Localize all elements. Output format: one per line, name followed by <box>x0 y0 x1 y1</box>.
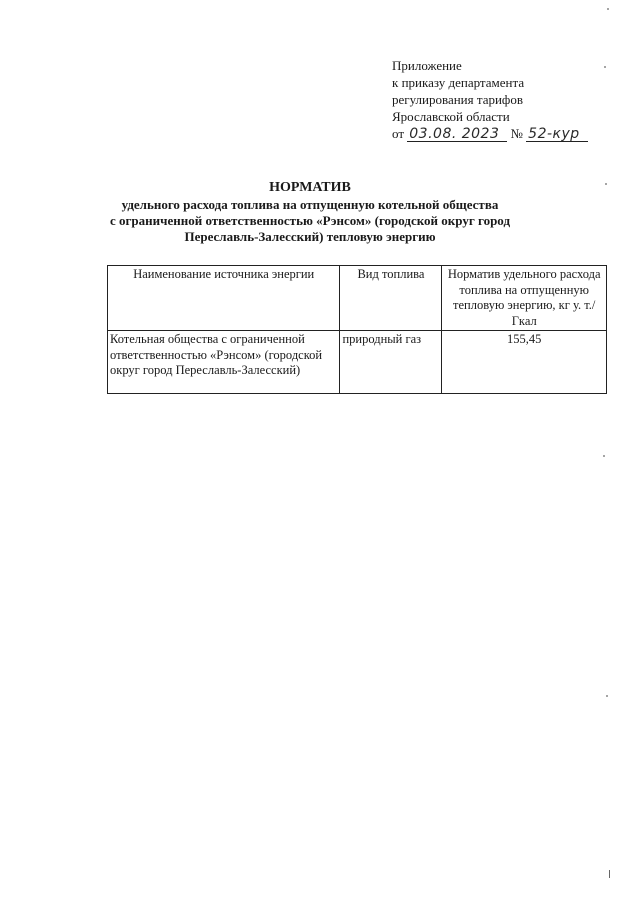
cell-source: Котельная общества с ограниченной ответственностью «Рэнсом» (городской округ город Переславль-Залесский) <box>108 331 340 394</box>
appendix-line: Приложение <box>392 58 462 73</box>
scan-mark <box>609 870 610 878</box>
title-line: Переславль-Залесский) тепловую энергию <box>184 229 436 244</box>
table-header-row <box>108 266 607 331</box>
cell-fuel: природный газ <box>340 331 442 394</box>
appendix-line: к приказу департамента <box>392 75 525 90</box>
scan-speck <box>606 695 608 697</box>
document-heading: НОРМАТИВ <box>269 180 351 195</box>
scan-speck <box>604 66 606 68</box>
appendix-line: Ярославской области <box>392 109 510 124</box>
date-prefix: от <box>392 126 405 141</box>
header-source: Наименование источника энергии <box>108 266 340 331</box>
order-date-handwritten: 03.08. 2023 <box>407 127 507 142</box>
appendix-line: регулирования тарифов <box>392 92 523 107</box>
norm-table <box>107 265 607 394</box>
appendix-block <box>392 57 612 142</box>
order-date-number-line <box>392 125 612 142</box>
order-number-handwritten: 52-кур <box>526 127 588 142</box>
header-fuel: Вид топлива <box>340 266 442 331</box>
title-line: удельного расхода топлива на отпущенную котельной общества <box>121 197 499 212</box>
header-norm: Норматив удельного расхода топлива на отпущенную тепловую энергию, кг у. т./ Гкал <box>442 266 607 331</box>
table-row <box>108 331 607 394</box>
title-line: с ограниченной ответственностью «Рэнсом» (городской округ город <box>109 213 511 228</box>
document-title-block <box>100 180 520 245</box>
scan-speck <box>603 455 605 457</box>
scan-speck <box>607 8 609 10</box>
cell-norm: 155,45 <box>442 331 607 394</box>
scan-speck <box>605 183 607 185</box>
number-prefix: № <box>510 126 523 141</box>
